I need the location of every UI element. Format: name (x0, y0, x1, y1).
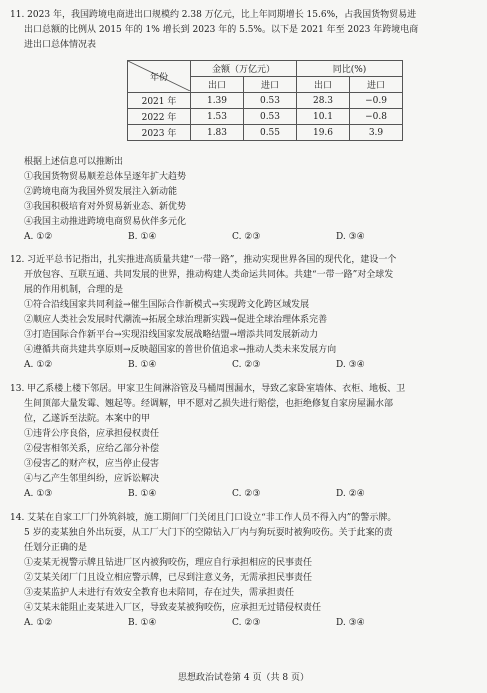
q14-stem-line2: 5 岁的麦某独自外出玩耍，从工厂大门下的空隙钻入厂内与狗玩耍时被狗咬伤。关于此案的责 (24, 528, 393, 538)
table-subheader-export: 出口 (191, 77, 244, 93)
q12-option-c[interactable]: C. ②③ (232, 360, 261, 370)
question-13 (10, 382, 480, 502)
q11-lead: 根据上述信息可以推断出 (24, 157, 124, 167)
q13-stem-line1: 13. 甲乙系楼上楼下邻居。甲家卫生间淋浴管及马桶周围漏水，导致乙家卧室墙体、衣柜、地板、卫 (10, 384, 406, 394)
q11-option-d[interactable]: D. ③④ (336, 232, 365, 242)
row-yoy-export: 19.6 (297, 125, 350, 141)
q14-option-a[interactable]: A. ①② (24, 618, 53, 628)
q14-option-d[interactable]: D. ③④ (336, 618, 365, 628)
row-export: 1.39 (191, 93, 244, 109)
q13-option-c[interactable]: C. ②③ (232, 489, 261, 499)
q14-stem-line3: 任划分正确的是 (24, 543, 88, 553)
q14-option-b[interactable]: B. ①④ (128, 618, 157, 628)
q13-stem-line3: 位，乙遂诉至法院。本案中的甲 (24, 414, 151, 424)
row-year: 2022 年 (128, 109, 191, 125)
row-yoy-export: 28.3 (297, 93, 350, 109)
q14-stem-line1: 14. 艾某在自家工厂门外筑斜坡，施工期间厂门关闭且门口设立“非工作人员不得入内”的警示牌。 (10, 513, 397, 523)
q11-stem-line2: 出口总额的比例从 2015 年的 1% 增长到 2023 年的 5.5%。以下是 2021 年至 2023 年跨境电商 (24, 25, 419, 35)
row-year: 2023 年 (128, 125, 191, 141)
q12-stem-line1: 12. 习近平总书记指出，扎实推进高质量共建“一带一路”，推动实现世界各国的现代化，建设一个 (10, 255, 397, 265)
q13-option-b[interactable]: B. ①④ (128, 489, 157, 499)
q12-item-1: ①符合沿线国家共同利益→催生国际合作新模式→实现跨文化跨区域发展 (24, 300, 310, 310)
page-footer: 思想政治试卷第 4 页（共 8 页） (178, 673, 309, 683)
question-12 (10, 253, 480, 373)
row-import: 0.53 (244, 93, 297, 109)
q11-option-b[interactable]: B. ①④ (128, 232, 157, 242)
q13-stem-line2: 生间顶部大量发霉、翘起等。经调解，甲不愿对乙损失进行赔偿，也拒绝修复自家房屋漏水部 (24, 399, 394, 409)
q12-option-a[interactable]: A. ①② (24, 360, 53, 370)
q13-item-1: ①违背公序良俗，应承担侵权责任 (24, 429, 160, 439)
q12-stem-line2: 开放包容、互联互通、共同发展的世界，推动构建人类命运共同体。共建“一带一路”对全球发 (24, 270, 394, 280)
q12-stem-line3: 展的作用机制，合理的是 (24, 285, 124, 295)
question-14 (10, 511, 480, 631)
cross-border-ecommerce-table (127, 60, 403, 141)
q12-options (10, 358, 480, 373)
q13-options (10, 487, 480, 502)
q11-option-a[interactable]: A. ①② (24, 232, 53, 242)
table-row (128, 93, 403, 109)
row-yoy-import: −0.8 (350, 109, 403, 125)
q12-option-b[interactable]: B. ①④ (128, 360, 157, 370)
q13-item-2: ②侵害相邻关系，应给乙部分补偿 (24, 444, 160, 454)
table-subheader-yoy-import: 进口 (350, 77, 403, 93)
table-row (128, 109, 403, 125)
q14-options (10, 616, 480, 631)
table-corner-cell (128, 61, 191, 93)
q11-option-c[interactable]: C. ②③ (232, 232, 261, 242)
table-amount-header: 金额（万亿元） (191, 61, 297, 77)
q14-item-4: ④艾某未能阻止麦某进入厂区，导致麦某被狗咬伤，应承担无过错侵权责任 (24, 603, 322, 613)
q11-stem-line1: 11. 2023 年，我国跨境电商进出口规模约 2.38 万亿元，比上年同期增长 15.6%，占我国货物贸易进 (10, 10, 417, 20)
q13-option-a[interactable]: A. ①③ (24, 489, 53, 499)
table-row (128, 125, 403, 141)
table-corner-label: 年份 (149, 73, 168, 83)
row-export: 1.83 (191, 125, 244, 141)
q14-option-c[interactable]: C. ②③ (232, 618, 261, 628)
q12-item-3: ③打造国际合作新平台→实现沿线国家发展战略结盟→增添共同发展新动力 (24, 330, 319, 340)
q13-item-3: ③侵害乙的财产权，应当停止侵害 (24, 459, 160, 469)
table-subheader-yoy-export: 出口 (297, 77, 350, 93)
q13-option-d[interactable]: D. ②④ (336, 489, 365, 499)
q11-item-1: ①我国货物贸易顺差总体呈逐年扩大趋势 (24, 172, 187, 182)
q14-item-1: ①麦某无视警示牌且钻进厂区内被狗咬伤，理应自行承担相应的民事责任 (24, 558, 313, 568)
q13-item-4: ④与乙产生邻里纠纷，应诉讼解决 (24, 474, 160, 484)
q14-item-3: ③麦某监护人未进行有效安全教育也未陪同，存在过失，需承担责任 (24, 588, 295, 598)
row-import: 0.55 (244, 125, 297, 141)
q11-item-2: ②跨境电商为我国外贸发展注入新动能 (24, 187, 178, 197)
table-subheader-import: 进口 (244, 77, 297, 93)
row-export: 1.53 (191, 109, 244, 125)
row-yoy-import: 3.9 (350, 125, 403, 141)
q11-item-3: ③我国积极培育对外贸易新业态、新优势 (24, 202, 187, 212)
q11-options (10, 230, 480, 245)
row-yoy-export: 10.1 (297, 109, 350, 125)
question-11 (10, 8, 480, 53)
q11-stem-line3: 进出口总体情况表 (24, 40, 97, 50)
q11-item-4: ④我国主动推进跨境电商贸易伙伴多元化 (24, 217, 187, 227)
table-yoy-header: 同比(%) (297, 61, 403, 77)
row-yoy-import: −0.9 (350, 93, 403, 109)
row-import: 0.53 (244, 109, 297, 125)
row-year: 2021 年 (128, 93, 191, 109)
q12-item-4: ④遵循共商共建共享原则→反映超国家的普世价值追求→推动人类未来发展方向 (24, 345, 337, 355)
question-11-body (10, 155, 480, 245)
q12-item-2: ②顺应人类社会发展时代潮流→拓展全球治理新实践→促进全球治理体系完善 (24, 315, 328, 325)
q14-item-2: ②艾某关闭厂门且设立相应警示牌，已尽到注意义务，无需承担民事责任 (24, 573, 313, 583)
q12-option-d[interactable]: D. ③④ (336, 360, 365, 370)
